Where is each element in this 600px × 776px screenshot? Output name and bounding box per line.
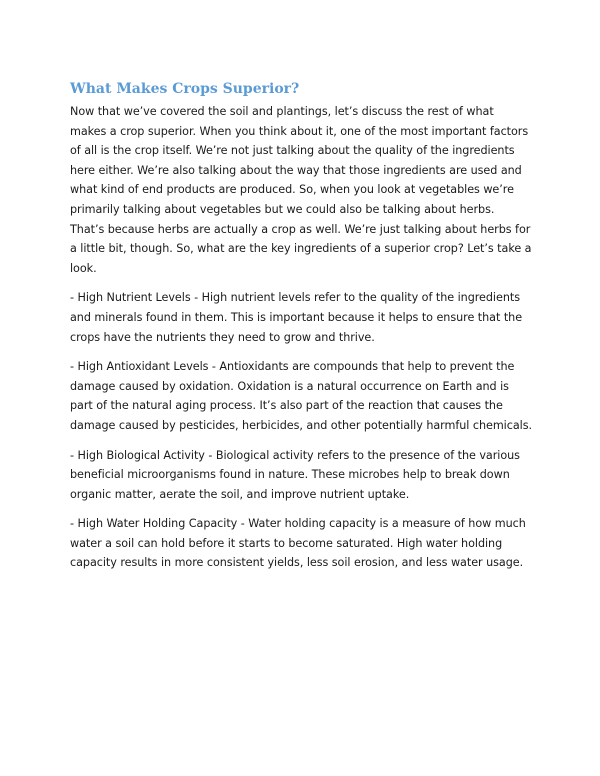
antioxidant-levels-paragraph: - High Antioxidant Levels - Antioxidants are compounds that help to prevent the damage caused by oxidation. Oxidation is a natural occurrence on Earth and is part of the natural aging process. It’s also part of the reaction that causes the damage caused by pesticides, herbicides, and other potentially harmful chemicals. [70,360,532,432]
section-heading: What Makes Crops Superior? [70,81,300,97]
water-holding-capacity-paragraph: - High Water Holding Capacity - Water holding capacity is a measure of how much water a soil can hold before it starts to become saturated. High water holding capacity results in more consistent yields, less soil erosion, and less water usage. [70,517,526,570]
nutrient-levels-paragraph: - High Nutrient Levels - High nutrient levels refer to the quality of the ingredients and minerals found in them. This is important because it helps to ensure that the crops have the nutrients they need to grow and thrive. [70,291,523,344]
biological-activity-paragraph: - High Biological Activity - Biological activity refers to the presence of the various beneficial microorganisms found in nature. These microbes help to break down organic matter, aerate the soil, and improve nutrient uptake. [70,448,520,501]
intro-paragraph: Now that we’ve covered the soil and plantings, let’s discuss the rest of what makes a crop superior. When you think about it, one of the most important factors of all is the crop itself. We’re not just talking about the quality of the ingredients here either. We’re also talking about the way that those ingredients are used and what kind of end products are produced. So, when you look at vegetables we’re primarily talking about vegetables but we could also be talking about herbs. That’s because herbs are actually a crop as well. We’re just talking about herbs for a little bit, though. So, what are the key ingredients of a superior crop? Let’s take a look. [70,105,532,275]
document-body [70,80,532,583]
